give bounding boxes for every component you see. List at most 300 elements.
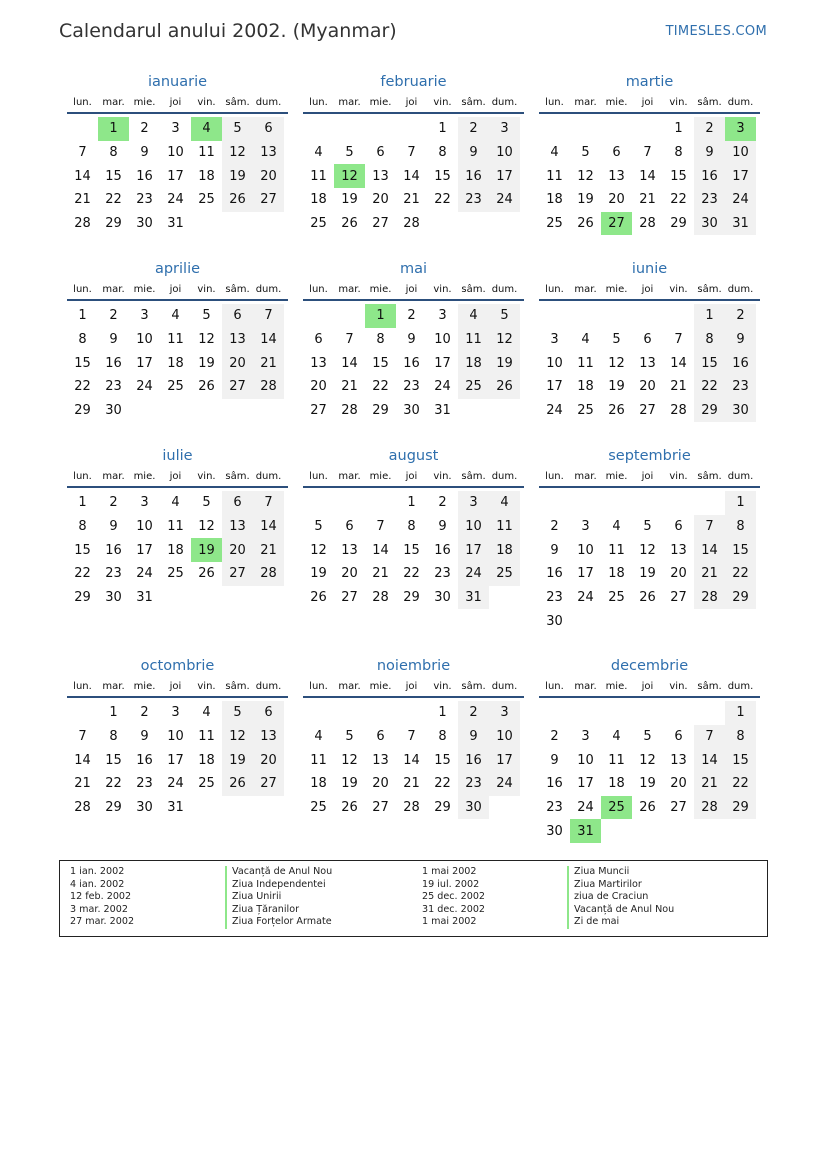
weekday-label: sâm. [225,471,250,482]
empty-cell [303,491,334,515]
empty-cell [694,701,725,725]
empty-cell [601,117,632,141]
weekday-header [539,468,760,488]
day: 7 [643,145,652,161]
day-grid [303,117,524,235]
day: 26 [639,590,656,606]
day: 28 [74,216,91,232]
day: 3 [581,519,590,535]
day: 27 [670,800,687,816]
legend-item: 1 mai 2002 [422,916,477,928]
weekday-label: dum. [255,284,282,295]
weekday-label: mie. [605,284,628,295]
day: 19 [639,776,656,792]
legend-item: Ziua Muncii [567,866,674,879]
day: 3 [140,308,149,324]
day: 9 [109,519,118,535]
day: 12 [608,355,625,371]
month-name: ianuarie [147,74,208,90]
day: 19 [222,164,253,188]
day: 2 [458,701,489,725]
weekday-label: mie. [133,471,156,482]
empty-cell [396,117,427,141]
empty-cell [334,491,365,515]
day: 14 [253,515,284,539]
weekday-label: lun. [545,471,564,482]
day: 16 [105,355,122,371]
day: 20 [670,776,687,792]
weekday-label: dum. [491,284,518,295]
day: 26 [198,379,215,395]
day: 2 [725,304,756,328]
day: 7 [694,725,725,749]
weekday-label: joi [405,97,418,108]
day: 17 [577,776,594,792]
day: 17 [167,168,184,184]
month-name: decembrie [610,658,689,674]
day: 27 [310,403,327,419]
day: 10 [458,515,489,539]
day: 11 [458,328,489,352]
weekday-label: vin. [433,471,452,482]
day: 15 [74,355,91,371]
weekday-label: mar. [102,681,125,692]
day: 27 [639,403,656,419]
day: 9 [550,752,559,768]
day: 8 [438,145,447,161]
weekday-label: sâm. [461,97,486,108]
day: 11 [608,752,625,768]
day: 14 [403,168,420,184]
day: 27 [222,562,253,586]
day: 17 [725,164,756,188]
weekday-label: mie. [133,681,156,692]
day: 25 [198,776,215,792]
day: 10 [577,542,594,558]
day: 6 [612,145,621,161]
weekday-label: mie. [133,284,156,295]
day: 7 [345,332,354,348]
day: 12 [341,752,358,768]
day: 13 [670,752,687,768]
weekday-label: mar. [338,284,361,295]
day: 2 [407,308,416,324]
day: 9 [725,328,756,352]
empty-cell [365,491,396,515]
day: 23 [694,188,725,212]
day: 4 [612,519,621,535]
weekday-label: vin. [669,284,688,295]
legend-item: 31 dec. 2002 [422,903,486,915]
weekday-label: joi [641,681,654,692]
day: 14 [639,168,656,184]
legend-item: ziua de Craciun [567,891,674,904]
day: 14 [694,538,725,562]
month-octombrie [67,656,288,819]
day: 29 [105,216,122,232]
day: 12 [310,542,327,558]
month-name: aprilie [154,261,201,277]
day: 5 [489,304,520,328]
day: 3 [489,701,520,725]
day: 25 [198,192,215,208]
weekday-label: dum. [727,97,754,108]
day-grid [539,491,760,633]
day: 13 [310,355,327,371]
empty-cell [570,491,601,515]
day: 1 [407,495,416,511]
day: 3 [171,705,180,721]
day: 9 [458,725,489,749]
day-grid [539,117,760,235]
weekday-label: sâm. [697,471,722,482]
day: 25 [310,216,327,232]
weekday-label: lun. [309,284,328,295]
weekday-label: mie. [605,97,628,108]
day: 14 [670,355,687,371]
empty-cell [365,117,396,141]
day: 22 [105,776,122,792]
month-name: octombrie [140,658,215,674]
day: 23 [105,379,122,395]
day: 13 [372,752,389,768]
day: 15 [434,168,451,184]
weekday-label: mie. [133,97,156,108]
day: 5 [345,729,354,745]
day: 29 [105,800,122,816]
holiday-day: 3 [725,117,756,141]
day: 24 [434,379,451,395]
day: 29 [434,800,451,816]
day: 19 [222,748,253,772]
day: 9 [550,542,559,558]
legend-dates-right [422,866,485,929]
day: 25 [167,379,184,395]
day: 14 [253,328,284,352]
day-grid [67,304,288,422]
day: 4 [202,705,211,721]
day: 5 [581,145,590,161]
day: 15 [372,355,389,371]
day: 31 [167,216,184,232]
day: 22 [434,192,451,208]
day: 21 [670,379,687,395]
day-grid [303,304,524,422]
day: 11 [310,752,327,768]
day: 19 [341,776,358,792]
day: 19 [341,192,358,208]
day: 27 [372,800,389,816]
legend-item: Ziua Țăranilor [225,904,332,917]
day: 26 [489,375,520,399]
day: 8 [376,332,385,348]
day: 18 [167,355,184,371]
day: 27 [670,590,687,606]
day: 12 [222,141,253,165]
day: 24 [458,562,489,586]
day: 14 [372,542,389,558]
day: 12 [489,328,520,352]
holiday-legend [59,860,768,937]
day: 29 [670,216,687,232]
day: 5 [202,495,211,511]
weekday-label: mie. [369,284,392,295]
day: 28 [694,796,725,820]
weekday-label: lun. [309,471,328,482]
day: 30 [136,216,153,232]
day: 18 [608,776,625,792]
weekday-header [539,281,760,301]
day: 17 [136,355,153,371]
weekday-header [539,678,760,698]
holiday-day: 19 [191,538,222,562]
day: 27 [253,772,284,796]
weekday-header [539,94,760,114]
day: 1 [109,705,118,721]
day: 23 [136,776,153,792]
site-link[interactable]: TIMESLES.COM [665,24,767,39]
legend-item: Zi de mai [567,916,674,929]
day: 10 [489,725,520,749]
day: 20 [372,192,389,208]
weekday-label: mie. [605,681,628,692]
day: 3 [550,332,559,348]
day: 12 [639,542,656,558]
day: 29 [725,586,756,610]
day: 1 [438,121,447,137]
day: 18 [608,566,625,582]
day-grid [303,491,524,609]
day: 20 [310,379,327,395]
day: 14 [403,752,420,768]
day: 22 [105,192,122,208]
weekday-label: joi [169,471,182,482]
day: 26 [577,216,594,232]
day: 23 [546,590,563,606]
day: 25 [546,216,563,232]
day: 18 [198,168,215,184]
day: 16 [458,164,489,188]
day: 8 [109,145,118,161]
weekday-label: sâm. [461,471,486,482]
day: 16 [403,355,420,371]
weekday-label: vin. [197,97,216,108]
empty-cell [396,701,427,725]
legend-item: Ziua Martirilor [567,879,674,892]
day: 22 [372,379,389,395]
weekday-label: vin. [197,284,216,295]
weekday-label: lun. [545,97,564,108]
day: 31 [725,212,756,236]
day: 12 [198,332,215,348]
day-grid [67,701,288,819]
empty-cell [67,701,98,725]
day: 12 [198,519,215,535]
day: 9 [458,141,489,165]
day: 11 [198,145,215,161]
day: 7 [376,519,385,535]
day: 28 [253,562,284,586]
day: 11 [198,729,215,745]
day: 1 [725,701,756,725]
month-name: februarie [380,74,447,90]
day: 21 [694,562,725,586]
day: 4 [550,145,559,161]
legend-item: 27 mar. 2002 [70,916,135,928]
day: 5 [345,145,354,161]
day: 6 [674,729,683,745]
weekday-label: mie. [369,471,392,482]
weekday-label: sâm. [697,284,722,295]
day: 8 [694,328,725,352]
empty-cell [539,491,570,515]
day: 30 [546,823,563,839]
day: 30 [725,399,756,423]
weekday-label: lun. [545,681,564,692]
day: 2 [109,308,118,324]
day: 16 [458,748,489,772]
weekday-label: sâm. [225,681,250,692]
day: 26 [222,772,253,796]
day: 21 [341,379,358,395]
weekday-label: lun. [309,681,328,692]
weekday-label: vin. [669,471,688,482]
day: 20 [253,748,284,772]
empty-cell [632,701,663,725]
day: 30 [136,800,153,816]
holiday-day: 4 [191,117,222,141]
weekday-label: vin. [433,284,452,295]
day: 4 [458,304,489,328]
day: 20 [639,379,656,395]
day: 10 [434,332,451,348]
day: 5 [643,729,652,745]
day: 11 [310,168,327,184]
weekday-label: joi [641,471,654,482]
day: 25 [458,375,489,399]
weekday-label: sâm. [225,284,250,295]
day: 29 [725,796,756,820]
day: 26 [639,800,656,816]
day: 6 [222,491,253,515]
day: 15 [74,542,91,558]
day: 17 [167,752,184,768]
weekday-label: dum. [727,284,754,295]
day: 4 [314,729,323,745]
day: 23 [434,566,451,582]
weekday-label: sâm. [697,681,722,692]
weekday-label: vin. [433,681,452,692]
day: 21 [74,192,91,208]
day: 15 [725,748,756,772]
month-name: mai [399,261,428,277]
empty-cell [334,304,365,328]
day: 23 [403,379,420,395]
day: 2 [550,519,559,535]
day: 30 [105,590,122,606]
legend-item: 1 ian. 2002 [70,866,125,877]
weekday-label: dum. [255,471,282,482]
day: 21 [639,192,656,208]
day: 1 [694,304,725,328]
day: 16 [694,164,725,188]
weekday-label: mar. [574,97,597,108]
day: 2 [140,705,149,721]
weekday-label: lun. [73,284,92,295]
day: 14 [74,752,91,768]
day: 21 [253,351,284,375]
day: 25 [310,800,327,816]
weekday-label: sâm. [697,97,722,108]
day: 16 [105,542,122,558]
day: 20 [608,192,625,208]
weekday-header [303,678,524,698]
day: 22 [694,375,725,399]
holiday-day: 25 [601,796,632,820]
day: 17 [136,542,153,558]
day: 10 [136,332,153,348]
day: 2 [140,121,149,137]
empty-cell [303,117,334,141]
empty-cell [601,701,632,725]
day: 20 [222,351,253,375]
day: 12 [222,725,253,749]
day-grid [539,701,760,843]
day: 28 [403,800,420,816]
legend-item: Ziua Unirii [225,891,332,904]
day: 22 [74,566,91,582]
empty-cell [539,304,570,328]
weekday-label: mar. [338,97,361,108]
day: 24 [546,403,563,419]
weekday-label: dum. [491,471,518,482]
day: 10 [725,141,756,165]
day: 22 [434,776,451,792]
day: 27 [372,216,389,232]
day: 8 [438,729,447,745]
day: 10 [167,729,184,745]
day: 29 [74,590,91,606]
empty-cell [632,117,663,141]
month-name: noiembrie [376,658,451,674]
day: 17 [546,379,563,395]
day: 11 [489,515,520,539]
empty-cell [663,491,694,515]
month-mai [303,259,524,422]
day: 2 [550,729,559,745]
day: 8 [78,519,87,535]
month-iunie [539,259,760,422]
weekday-label: joi [641,97,654,108]
day: 28 [341,403,358,419]
empty-cell [663,304,694,328]
day: 24 [167,192,184,208]
day: 23 [458,772,489,796]
day: 13 [222,328,253,352]
day: 5 [222,117,253,141]
day: 20 [222,538,253,562]
day: 21 [403,776,420,792]
day: 9 [140,729,149,745]
day: 25 [577,403,594,419]
day: 12 [577,168,594,184]
day: 5 [643,519,652,535]
day: 6 [643,332,652,348]
weekday-label: lun. [73,97,92,108]
legend-item: Ziua Independentei [225,879,332,892]
weekday-label: mar. [574,471,597,482]
day: 29 [694,399,725,423]
